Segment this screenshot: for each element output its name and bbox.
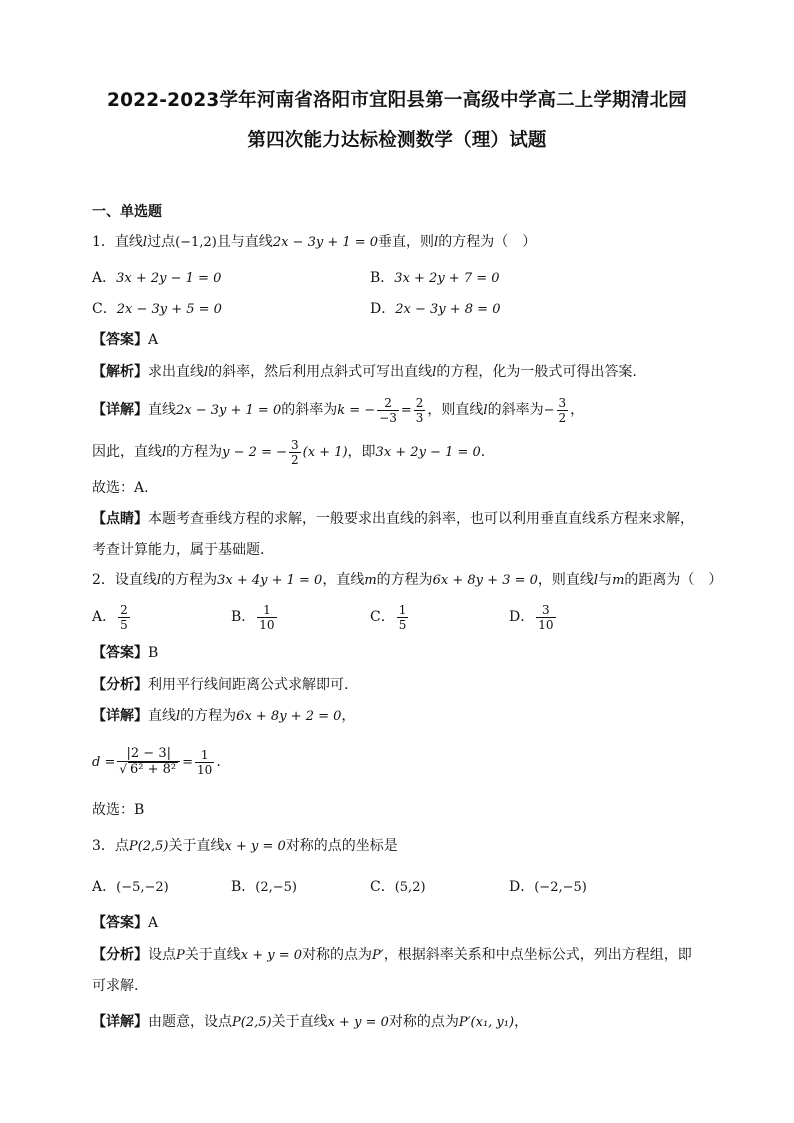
q2-choose: 故选：B [92, 802, 145, 818]
q1-therefore: 因此，直线l的方程为y − 2 = − $\frac{3}{2}$ (x + 1)，即3x + 2y − 1 = 0. [92, 437, 486, 467]
q1-comment: 【点睛】本题考查垂线方程的求解，一般要求出直线的斜率，也可以利用垂直直线系方程来求解， [92, 511, 694, 527]
q3-option-b: B．(2,−5) [231, 879, 298, 895]
q1-option-d: D．2x − 3y + 8 = 0 [370, 301, 501, 317]
q2-analysis: 【分析】利用平行线间距离公式求解即可. [92, 677, 349, 693]
q2-option-b: B． $\frac{1}{10}$ [231, 602, 275, 632]
q3-analysis-line2: 可求解. [92, 978, 139, 994]
q2-option-a: A． $\frac{2}{5}$ [92, 602, 128, 632]
q1-comment-line2: 考查计算能力，属于基础题. [92, 542, 265, 558]
q3-option-d: D．(−2,−5) [509, 879, 587, 895]
q2-answer: 【答案】B [92, 645, 159, 661]
q1-stem: 1．直线l过点(−1,2)且与直线2x − 3y + 1 = 0垂直，则l的方程为（ ） [92, 234, 537, 250]
slope-fraction-3: $\frac{3}{2}$ [558, 395, 567, 425]
q1-option-c: C．2x − 3y + 5 = 0 [92, 301, 222, 317]
q1-option-a: A．3x + 2y − 1 = 0 [92, 270, 222, 286]
q2-detail: 【详解】直线l的方程为6x + 8y + 2 = 0， [92, 708, 356, 724]
distance-fraction: $\frac{|2 - 3|}{\text{√ 6² + 8²}}$ [117, 747, 180, 777]
line-fraction: $\frac{3}{2}$ [291, 437, 299, 467]
q1-choose: 故选：A. [92, 480, 149, 496]
q1-answer: 【答案】A [92, 332, 159, 348]
q1-detail: 【详解】直线2x − 3y + 1 = 0的斜率为k = − $\frac{2}{-3}$ = $\frac{2}{3}$ ，则直线l的斜率为− $\frac{3}{2}$ ， [92, 395, 585, 425]
q1-analysis: 【解析】求出直线l的斜率，然后利用点斜式可写出直线l的方程，化为一般式可得出答案. [92, 364, 637, 380]
slope-fraction-2: $\frac{2}{3}$ [415, 395, 424, 425]
section-heading: 一、单选题 [92, 204, 162, 220]
q3-option-c: C．(5,2) [370, 879, 426, 895]
q2-option-c: C． $\frac{1}{5}$ [370, 602, 407, 632]
q2-stem: 2．设直线l的方程为3x + 4y + 1 = 0，直线m的方程为6x + 8y + 3 = 0，则直线l与m的距离为（ ） [92, 572, 723, 588]
slope-fraction-1: $\frac{2}{-3}$ [379, 395, 397, 425]
q2-option-d: D． $\frac{3}{10}$ [509, 602, 554, 632]
distance-result-fraction: $\frac{1}{10}$ [197, 747, 213, 777]
q2-distance-formula: d = $\frac{|2 - 3|}{\text{√ 6² + 8²}}$ = $\frac{1}{10}$ . [92, 746, 221, 777]
q3-answer: 【答案】A [92, 915, 159, 931]
q3-analysis: 【分析】设点P关于直线x + y = 0对称的点为P′，根据斜率关系和中点坐标公式，列出方程组，即 [92, 947, 692, 963]
q3-stem: 3．点P(2,5)关于直线x + y = 0对称的点的坐标是 [92, 838, 398, 854]
q1-option-b: B．3x + 2y + 7 = 0 [370, 270, 500, 286]
q3-detail: 【详解】由题意，设点P(2,5)关于直线x + y = 0对称的点为P′(x₁, y₁)， [92, 1014, 529, 1030]
q3-option-a: A．(−5,−2) [92, 879, 169, 895]
doc-title-line1: 2022-2023学年河南省洛阳市宜阳县第一高级中学高二上学期清北园 [107, 90, 687, 111]
doc-title-line2: 第四次能力达标检测数学（理）试题 [247, 130, 547, 151]
